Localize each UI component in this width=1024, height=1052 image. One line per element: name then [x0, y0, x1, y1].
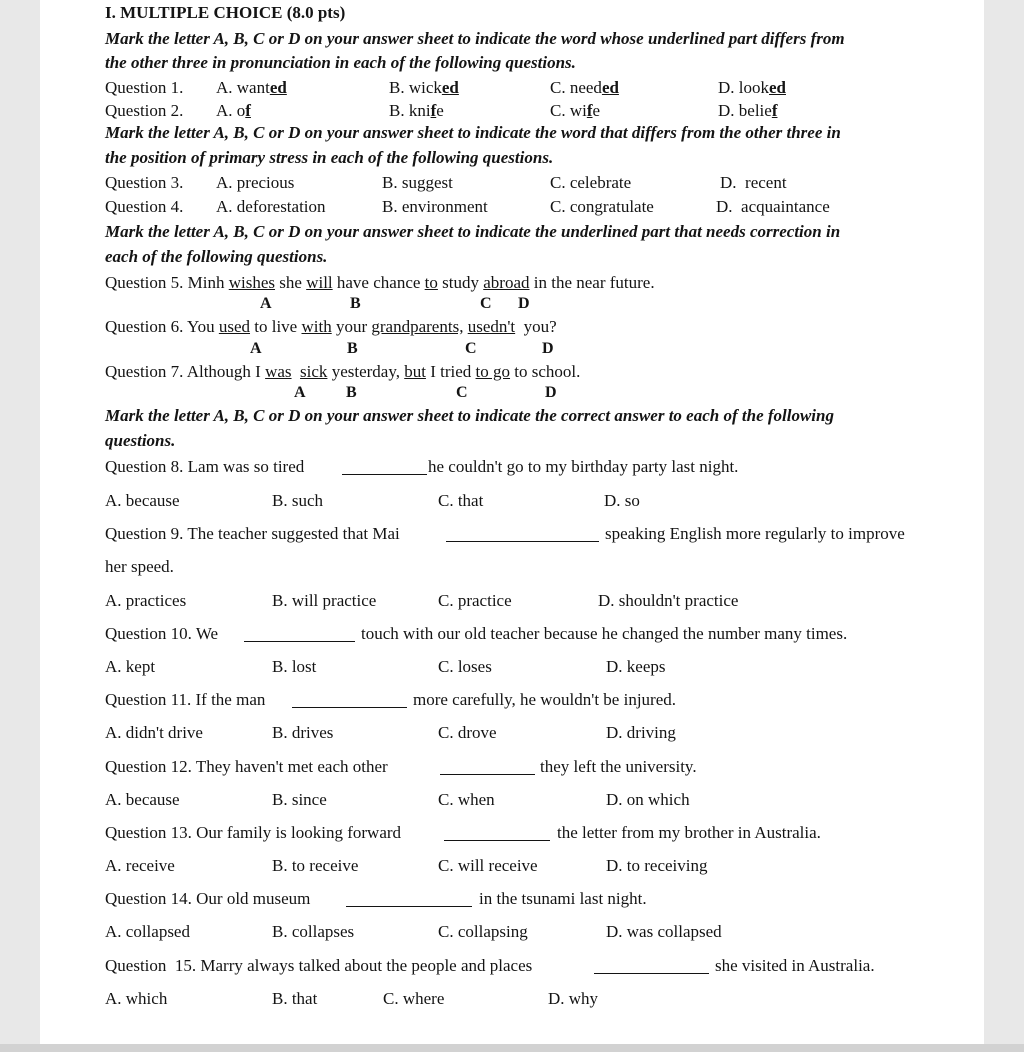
instruction-pronunciation-line1: Mark the letter A, B, C or D on your answer sheet to indicate the word whose underlined part differs from: [105, 29, 845, 48]
instruction-correct-answer-line2: questions.: [105, 431, 176, 450]
q10-stem-start: Question 10. We: [105, 624, 219, 643]
q12-option-a: A. because: [105, 790, 180, 809]
q14-blank: [346, 906, 472, 907]
q14-stem-end: in the tsunami last night.: [479, 889, 647, 908]
q15-stem-start: Question 15. Marry always talked about the people and places: [105, 956, 533, 975]
q10-blank: [244, 641, 355, 642]
instruction-correction-line2: each of the following questions.: [105, 247, 328, 266]
q3-option-b: B. suggest: [382, 173, 453, 192]
q11-option-b: B. drives: [272, 723, 334, 742]
q6-sentence: Question 6. You used to live with your grandparents, usedn't you?: [105, 317, 557, 336]
q8-stem-start: Question 8. Lam was so tired: [105, 457, 305, 476]
q7-letter-d: D: [545, 384, 557, 401]
q4-option-b: B. environment: [382, 197, 488, 216]
q15-stem-end: she visited in Australia.: [715, 956, 875, 975]
q15-option-d: D. why: [548, 989, 599, 1008]
q12-option-c: C. when: [438, 790, 495, 809]
q14-option-d: D. was collapsed: [606, 922, 722, 941]
q9-blank: [446, 541, 599, 542]
q12-blank: [440, 774, 535, 775]
q13-option-a: A. receive: [105, 856, 175, 875]
q3-option-d: D. recent: [720, 173, 787, 192]
q7-letter-a: A: [294, 384, 306, 401]
q11-stem-start: Question 11. If the man: [105, 690, 266, 709]
q1-option-b: B. wicked: [389, 78, 459, 97]
q4-label: Question 4.: [105, 197, 184, 216]
q7-letter-b: B: [346, 384, 357, 401]
q2-option-c: C. wife: [550, 101, 601, 120]
q11-option-d: D. driving: [606, 723, 676, 742]
q9-stem-cont: her speed.: [105, 557, 174, 576]
instruction-stress-line2: the position of primary stress in each of the following questions.: [105, 148, 554, 167]
q9-option-c: C. practice: [438, 591, 512, 610]
q10-option-b: B. lost: [272, 657, 317, 676]
q11-blank: [292, 707, 407, 708]
q13-blank: [444, 840, 550, 841]
q6-letter-b: B: [347, 340, 358, 357]
q9-option-d: D. shouldn't practice: [598, 591, 739, 610]
q15-option-a: A. which: [105, 989, 168, 1008]
q6-letter-d: D: [542, 340, 554, 357]
q13-stem-end: the letter from my brother in Australia.: [557, 823, 821, 842]
q5-sentence: Question 5. Minh wishes she will have chance to study abroad in the near future.: [105, 273, 655, 292]
q13-option-b: B. to receive: [272, 856, 359, 875]
q8-option-a: A. because: [105, 491, 180, 510]
q14-option-b: B. collapses: [272, 922, 355, 941]
q12-option-d: D. on which: [606, 790, 690, 809]
q14-stem-start: Question 14. Our old museum: [105, 889, 311, 908]
q11-option-a: A. didn't drive: [105, 723, 203, 742]
q8-option-b: B. such: [272, 491, 323, 510]
q14-option-c: C. collapsing: [438, 922, 528, 941]
q4-option-d: D. acquaintance: [716, 197, 830, 216]
q10-option-d: D. keeps: [606, 657, 666, 676]
q3-option-c: C. celebrate: [550, 173, 632, 192]
q1-label: Question 1.: [105, 78, 184, 97]
q2-option-d: D. belief: [718, 101, 778, 120]
q11-option-c: C. drove: [438, 723, 497, 742]
instruction-pronunciation-line2: the other three in pronunciation in each of the following questions.: [105, 53, 576, 72]
q1-option-d: D. looked: [718, 78, 786, 97]
q6-letter-a: A: [250, 340, 262, 357]
q13-option-c: C. will receive: [438, 856, 538, 875]
q5-letter-c: C: [480, 295, 492, 312]
q1-option-c: C. needed: [550, 78, 619, 97]
q15-option-b: B. that: [272, 989, 318, 1008]
q10-option-c: C. loses: [438, 657, 492, 676]
q7-letter-c: C: [456, 384, 468, 401]
q3-option-a: A. precious: [216, 173, 295, 192]
q12-option-b: B. since: [272, 790, 327, 809]
q15-blank: [594, 973, 709, 974]
q4-option-a: A. deforestation: [216, 197, 326, 216]
q15-option-c: C. where: [383, 989, 445, 1008]
q12-stem-end: they left the university.: [540, 757, 697, 776]
q5-letter-d: D: [518, 295, 530, 312]
page-bottom-edge: [0, 1044, 1024, 1052]
instruction-stress-line1: Mark the letter A, B, C or D on your answer sheet to indicate the word that differs from the other three in: [105, 123, 841, 142]
q8-stem-end: he couldn't go to my birthday party last night.: [428, 457, 739, 476]
q1-option-a: A. wanted: [216, 78, 287, 97]
q8-blank: [342, 474, 427, 475]
q2-option-a: A. of: [216, 101, 251, 120]
q3-label: Question 3.: [105, 173, 184, 192]
q2-label: Question 2.: [105, 101, 184, 120]
q13-option-d: D. to receiving: [606, 856, 708, 875]
q11-stem-end: more carefully, he wouldn't be injured.: [413, 690, 677, 709]
q9-stem-end: speaking English more regularly to improve: [605, 524, 905, 543]
q8-option-c: C. that: [438, 491, 484, 510]
q9-option-a: A. practices: [105, 591, 187, 610]
q14-option-a: A. collapsed: [105, 922, 190, 941]
q2-option-b: B. knife: [389, 101, 444, 120]
q7-sentence: Question 7. Although I was sick yesterday, but I tried to go to school.: [105, 362, 581, 381]
q5-letter-b: B: [350, 295, 361, 312]
q13-stem-start: Question 13. Our family is looking forward: [105, 823, 402, 842]
q4-option-c: C. congratulate: [550, 197, 654, 216]
q9-stem-start: Question 9. The teacher suggested that Mai: [105, 524, 400, 543]
q12-stem-start: Question 12. They haven't met each other: [105, 757, 388, 776]
q10-option-a: A. kept: [105, 657, 156, 676]
q5-letter-a: A: [260, 295, 272, 312]
instruction-correct-answer-line1: Mark the letter A, B, C or D on your answer sheet to indicate the correct answer to each of the following: [105, 406, 834, 425]
q6-letter-c: C: [465, 340, 477, 357]
q8-option-d: D. so: [604, 491, 640, 510]
q10-stem-end: touch with our old teacher because he changed the number many times.: [361, 624, 848, 643]
q9-option-b: B. will practice: [272, 591, 377, 610]
instruction-correction-line1: Mark the letter A, B, C or D on your answer sheet to indicate the underlined part that needs correction in: [105, 222, 841, 241]
section-title: I. MULTIPLE CHOICE (8.0 pts): [105, 3, 346, 22]
